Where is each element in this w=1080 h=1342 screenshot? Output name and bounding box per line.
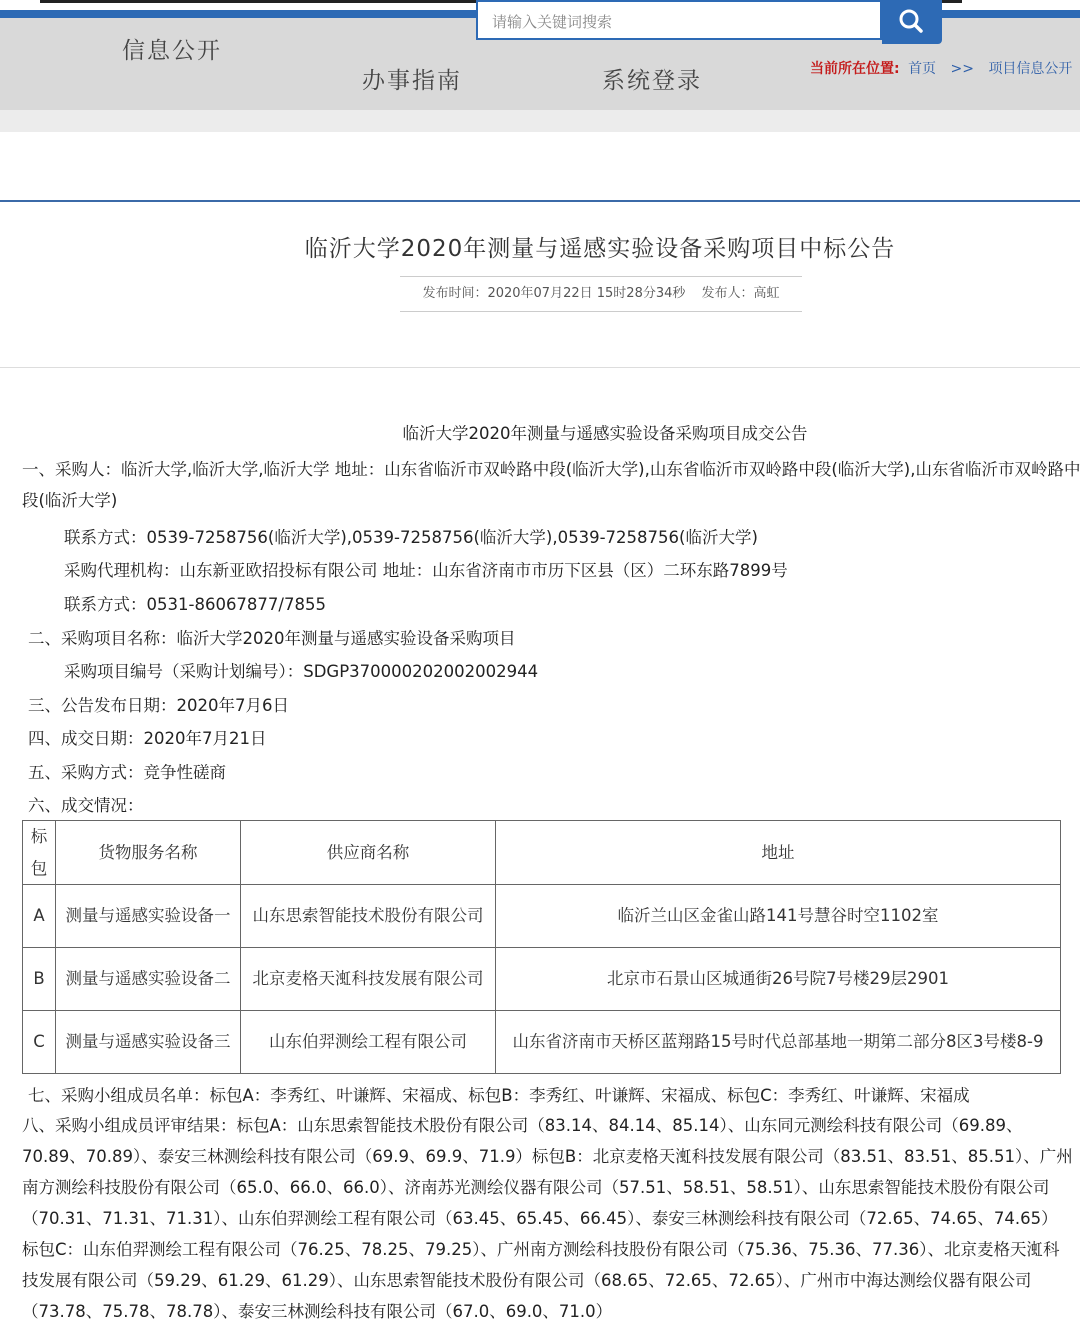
section-purchaser: 一、采购人：临沂大学,临沂大学,临沂大学 地址：山东省临沂市双岭路中段(临沂大学),山东省临沂市双岭路中段(临沂大学),山东省临沂市双岭路中段(临沂大学): [22, 460, 1080, 510]
search-box: [476, 0, 882, 40]
section-deal-date: 四、成交日期：2020年7月21日: [28, 729, 267, 748]
cell-address: 北京市石景山区城通街26号院7号楼29层2901: [496, 948, 1061, 1011]
breadcrumb: [810, 58, 1072, 78]
cell-goods: 测量与遥感实验设备一: [56, 885, 241, 948]
breadcrumb-label: 当前所在位置:: [810, 61, 900, 77]
section-panel-members: 七、采购小组成员名单：标包A：李秀红、叶谦辉、宋福成、标包B：李秀红、叶谦辉、宋福成、标包C：李秀红、叶谦辉、宋福成: [28, 1086, 970, 1105]
publish-time: 发布时间：2020年07月22日 15时28分34秒: [422, 286, 686, 301]
nav-login[interactable]: 系统登录: [602, 68, 702, 94]
cell-address: 山东省济南市天桥区蓝翔路15号时代总部基地一期第二部分8区3号楼8-9: [496, 1011, 1061, 1074]
search-button[interactable]: [882, 0, 942, 44]
article-title-box: [0, 200, 1080, 368]
section-method: 五、采购方式：竞争性磋商: [28, 763, 226, 782]
search-input[interactable]: [490, 4, 874, 40]
cell-package: A: [23, 885, 56, 948]
purchase-agency: 采购代理机构：山东新亚欧招投标有限公司 地址：山东省济南市市历下区县（区）二环东路7899号: [64, 561, 788, 580]
table-row: [23, 1011, 1061, 1074]
cell-package: B: [23, 948, 56, 1011]
breadcrumb-current-link[interactable]: 项目信息公开: [988, 61, 1073, 77]
header-goods: 货物服务名称: [56, 821, 241, 885]
header-strip: [0, 110, 1080, 132]
table-row: [23, 885, 1061, 948]
cell-supplier: 山东思索智能技术股份有限公司: [241, 885, 496, 948]
cell-address: 临沂兰山区金雀山路141号慧谷时空1102室: [496, 885, 1061, 948]
purchaser-contact: 联系方式：0539-7258756(临沂大学),0539-7258756(临沂大学),0539-7258756(临沂大学): [64, 528, 758, 547]
search-icon: [882, 0, 942, 44]
cell-goods: 测量与遥感实验设备三: [56, 1011, 241, 1074]
article-meta: [400, 276, 802, 312]
result-table: [22, 820, 1061, 1074]
breadcrumb-home-link[interactable]: 首页: [908, 61, 937, 77]
section-review-results: 八、采购小组成员评审结果：标包A：山东思索智能技术股份有限公司（83.14、84.14、85.14）、山东同元测绘科技有限公司（69.89、70.89、70.89）、泰安三林测绘科技有限公司（69.9、69.9、71.9）标包B：北京麦格天渱科技发展有限公司（83.51、83.51、85.51）、广州南方测绘科技股份有限公司（65.0、66.0、66.0）、济南苏光测绘仪器有限公司（57.51、58.51、58.51）、山东思索智能技术股份有限公司（70.31、71.31、71.31）、山东伯羿测绘工程有限公司（63.45、65.45、66.45）、泰安三林测绘科技有限公司（72.65、74.65、74.65）标包C：山东伯羿测绘工程有限公司（76.25、78.25、79.25）、广州南方测绘科技股份有限公司（75.36、75.36、77.36）、北京麦格天渱科技发展有限公司（59.29、61.29、61.29）、山东思索智能技术股份有限公司（68.65、72.65、72.65）、广州市中海达测绘仪器有限公司（73.78、75.78、78.78）、泰安三林测绘科技有限公司（67.0、69.0、71.0）: [22, 1116, 1073, 1321]
header-package: 标包: [23, 821, 56, 885]
table-row: [23, 948, 1061, 1011]
publisher: 发布人：高虹: [701, 286, 780, 301]
nav-guide[interactable]: 办事指南: [362, 68, 462, 94]
header-supplier: 供应商名称: [241, 821, 496, 885]
nav-info-public[interactable]: 信息公开: [122, 38, 222, 64]
breadcrumb-separator: >>: [950, 61, 974, 77]
page-title: 临沂大学2020年测量与遥感实验设备采购项目中标公告: [304, 236, 896, 262]
section-announce-date: 三、公告发布日期：2020年7月6日: [28, 696, 289, 715]
cell-goods: 测量与遥感实验设备二: [56, 948, 241, 1011]
cell-supplier: 山东伯羿测绘工程有限公司: [241, 1011, 496, 1074]
header-address: 地址: [496, 821, 1061, 885]
document-heading: 临沂大学2020年测量与遥感实验设备采购项目成交公告: [402, 424, 808, 443]
table-header-row: [23, 821, 1061, 885]
section-result: 六、成交情况：: [28, 796, 144, 815]
cell-supplier: 北京麦格天渱科技发展有限公司: [241, 948, 496, 1011]
section-project-name: 二、采购项目名称：临沂大学2020年测量与遥感实验设备采购项目: [28, 629, 516, 648]
agency-contact: 联系方式：0531-86067877/7855: [64, 595, 326, 614]
project-number: 采购项目编号（采购计划编号）：SDGP370000202002002944: [64, 662, 539, 681]
cell-package: C: [23, 1011, 56, 1074]
